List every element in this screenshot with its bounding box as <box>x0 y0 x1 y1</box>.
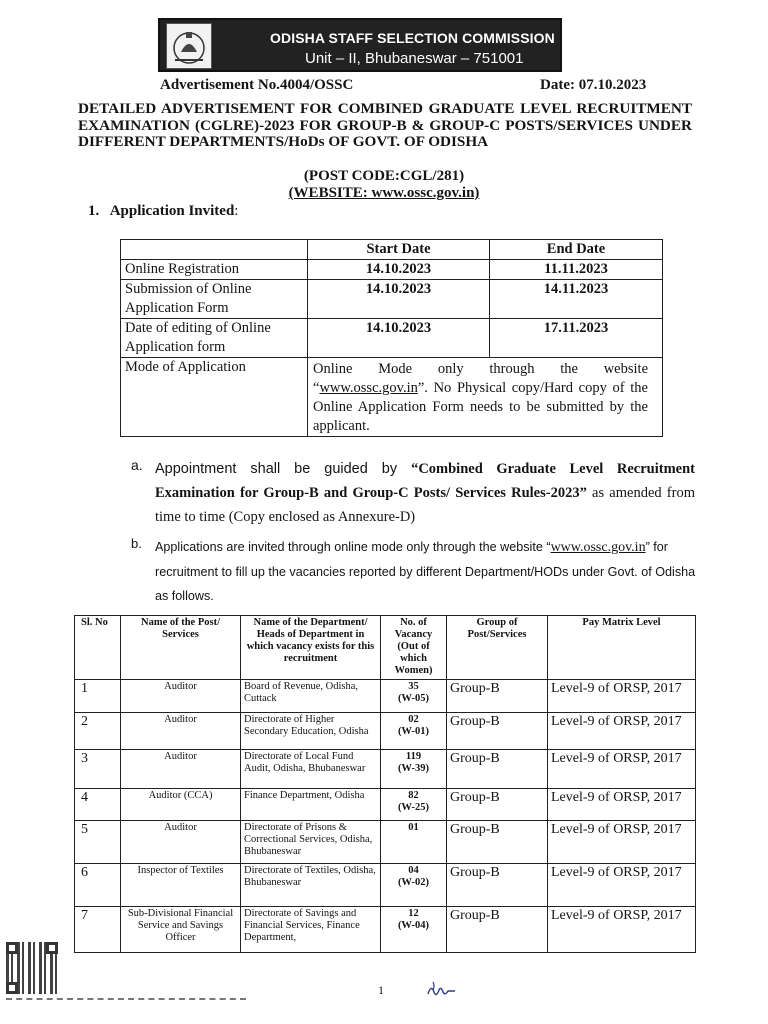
header-pay-matrix: Pay Matrix Level <box>548 616 696 680</box>
para-b-text-1: Applications are invited through online mode only through the website “ <box>155 540 551 554</box>
header-vacancy: No. of Vacancy (Out of which Women) <box>381 616 447 680</box>
vacancy-count: 119 <box>405 751 422 762</box>
vacancy <box>381 680 447 713</box>
header-group: Group of Post/Services <box>447 616 548 680</box>
para-a-text-1: Appointment shall be guided by <box>155 461 412 477</box>
sl-no: 7 <box>75 907 121 953</box>
pay-level: Level-9 of ORSP, 2017 <box>548 907 696 953</box>
qr-finder <box>6 942 18 954</box>
post-name: Sub-Divisional Financial Service and Savings Officer <box>121 907 241 953</box>
table-row <box>75 713 696 750</box>
end-date: 17.11.2023 <box>490 319 663 358</box>
group: Group-B <box>447 680 548 713</box>
table-header-row <box>121 240 663 260</box>
section-number: 1. <box>88 203 100 219</box>
qr-code-icon <box>6 942 58 994</box>
pay-level: Level-9 of ORSP, 2017 <box>548 680 696 713</box>
website-text: (WEBSITE: www.ossc.gov.in) <box>288 185 480 201</box>
para-a-marker: a. <box>131 457 143 473</box>
women-count: (W-04) <box>397 920 430 931</box>
group: Group-B <box>447 907 548 953</box>
post-name: Auditor (CCA) <box>121 789 241 821</box>
section-colon: : <box>234 203 239 219</box>
vacancy-table <box>74 615 696 953</box>
vacancy <box>381 713 447 750</box>
para-b-website-link[interactable]: www.ossc.gov.in <box>550 540 646 555</box>
para-b <box>155 535 701 608</box>
vacancy <box>381 907 447 953</box>
qr-finder <box>46 942 58 954</box>
sl-no: 1 <box>75 680 121 713</box>
end-date: 14.11.2023 <box>490 280 663 319</box>
vacancy <box>381 864 447 907</box>
women-count: (W-01) <box>397 726 430 737</box>
post-name: Auditor <box>121 821 241 864</box>
website-line <box>0 185 768 202</box>
table-header-cell: End Date <box>490 240 663 260</box>
post-code: (POST CODE:CGL/281) <box>303 168 465 184</box>
para-a-rules-name: “Combined Graduate Level Recruitment Examination for Group-B and Group-C Posts/ Services Rules-2023” <box>155 461 695 501</box>
pay-level: Level-9 of ORSP, 2017 <box>548 864 696 907</box>
vacancy-count: 04 <box>408 865 419 876</box>
department: Directorate of Savings and Financial Services, Finance Department, <box>241 907 381 953</box>
application-dates-table <box>120 239 663 437</box>
group: Group-B <box>447 789 548 821</box>
women-count: (W-05) <box>397 693 430 704</box>
pay-level: Level-9 of ORSP, 2017 <box>548 821 696 864</box>
signature-initials <box>425 978 457 1002</box>
vacancy-count: 82 <box>408 790 419 801</box>
qr-finder <box>6 982 18 994</box>
post-name: Inspector of Textiles <box>121 864 241 907</box>
row-label: Date of editing of Online Application form <box>121 319 308 358</box>
vacancy <box>381 821 447 864</box>
start-date: 14.10.2023 <box>308 260 490 280</box>
header-department: Name of the Department/ Heads of Department in which vacancy exists for this recruitment <box>241 616 381 680</box>
sl-no: 2 <box>75 713 121 750</box>
pay-level: Level-9 of ORSP, 2017 <box>548 750 696 789</box>
mode-text-2: ”. No Physical copy/Hard copy of the Online Application Form needs to be submitted by the applicant. <box>313 380 648 434</box>
sl-no: 5 <box>75 821 121 864</box>
start-date: 14.10.2023 <box>308 280 490 319</box>
table-row <box>75 864 696 907</box>
start-date: 14.10.2023 <box>308 319 490 358</box>
women-count: (W-02) <box>397 877 430 888</box>
table-row <box>75 821 696 864</box>
vacancy-count: 35 <box>408 681 419 692</box>
page-number: 1 <box>378 983 384 997</box>
end-date: 11.11.2023 <box>490 260 663 280</box>
department: Directorate of Higher Secondary Education, Odisha <box>241 713 381 750</box>
website-link[interactable]: www.ossc.gov.in <box>319 380 418 396</box>
header-sl-no: Sl. No <box>75 616 121 680</box>
sl-no: 6 <box>75 864 121 907</box>
header-post: Name of the Post/ Services <box>121 616 241 680</box>
section-heading-application-invited <box>88 203 238 220</box>
vacancy-count: 02 <box>408 714 419 725</box>
odisha-emblem-icon <box>166 23 212 69</box>
table-header-cell <box>121 240 308 260</box>
advertisement-date: Date: 07.10.2023 <box>540 77 647 93</box>
table-row <box>75 789 696 821</box>
group: Group-B <box>447 750 548 789</box>
commission-title: ODISHA STAFF SELECTION COMMISSION <box>270 30 555 46</box>
table-header-cell: Start Date <box>308 240 490 260</box>
post-name: Auditor <box>121 680 241 713</box>
para-b-marker: b. <box>131 536 142 551</box>
department: Directorate of Textiles, Odisha, Bhubaneswar <box>241 864 381 907</box>
pay-level: Level-9 of ORSP, 2017 <box>548 789 696 821</box>
table-row <box>121 319 663 358</box>
women-count: (W-25) <box>397 802 430 813</box>
para-b-text-2: ” for recruitment to fill up the vacancies reported by different Department/HODs under Govt. of Odisha as follows. <box>155 540 696 603</box>
table-row <box>75 680 696 713</box>
table-row <box>75 907 696 953</box>
table-header-row <box>75 616 696 680</box>
department: Directorate of Prisons & Correctional Services, Odisha, Bhubaneswar <box>241 821 381 864</box>
vacancy-count: 12 <box>408 908 419 919</box>
vacancy-count: 01 <box>408 822 419 833</box>
section-title: Application Invited <box>109 203 235 219</box>
post-name: Auditor <box>121 713 241 750</box>
mode-description <box>308 358 663 437</box>
commission-address: Unit – II, Bhubaneswar – 751001 <box>305 50 524 67</box>
group: Group-B <box>447 821 548 864</box>
group: Group-B <box>447 864 548 907</box>
mode-text-1: Online Mode only through the website “ <box>313 361 648 396</box>
sl-no: 4 <box>75 789 121 821</box>
pay-level: Level-9 of ORSP, 2017 <box>548 713 696 750</box>
women-count: (W-39) <box>397 763 430 774</box>
row-label: Submission of Online Application Form <box>121 280 308 319</box>
advertisement-heading: DETAILED ADVERTISEMENT FOR COMBINED GRADUATE LEVEL RECRUITMENT EXAMINATION (CGLRE)-2023 FOR GROUP-B & GROUP-C POSTS/SERVICES UNDER DIFFERENT DEPARTMENTS/HoDs OF GOVT. OF ODISHA <box>78 100 692 150</box>
post-name: Auditor <box>121 750 241 789</box>
row-label: Mode of Application <box>121 358 308 437</box>
table-row <box>121 358 663 437</box>
vacancy <box>381 789 447 821</box>
group: Group-B <box>447 713 548 750</box>
department: Finance Department, Odisha <box>241 789 381 821</box>
table-row <box>75 750 696 789</box>
advertisement-number: Advertisement No.4004/OSSC <box>160 77 354 93</box>
para-a <box>155 457 695 529</box>
sl-no: 3 <box>75 750 121 789</box>
footer-scan-strip <box>6 998 246 1003</box>
vacancy <box>381 750 447 789</box>
department: Directorate of Local Fund Audit, Odisha, Bhubaneswar <box>241 750 381 789</box>
table-row <box>121 260 663 280</box>
header-banner <box>158 18 562 72</box>
row-label: Online Registration <box>121 260 308 280</box>
department: Board of Revenue, Odisha, Cuttack <box>241 680 381 713</box>
para-a-text-2: as amended from time to time (Copy enclosed as Annexure-D) <box>155 485 695 525</box>
table-row <box>121 280 663 319</box>
